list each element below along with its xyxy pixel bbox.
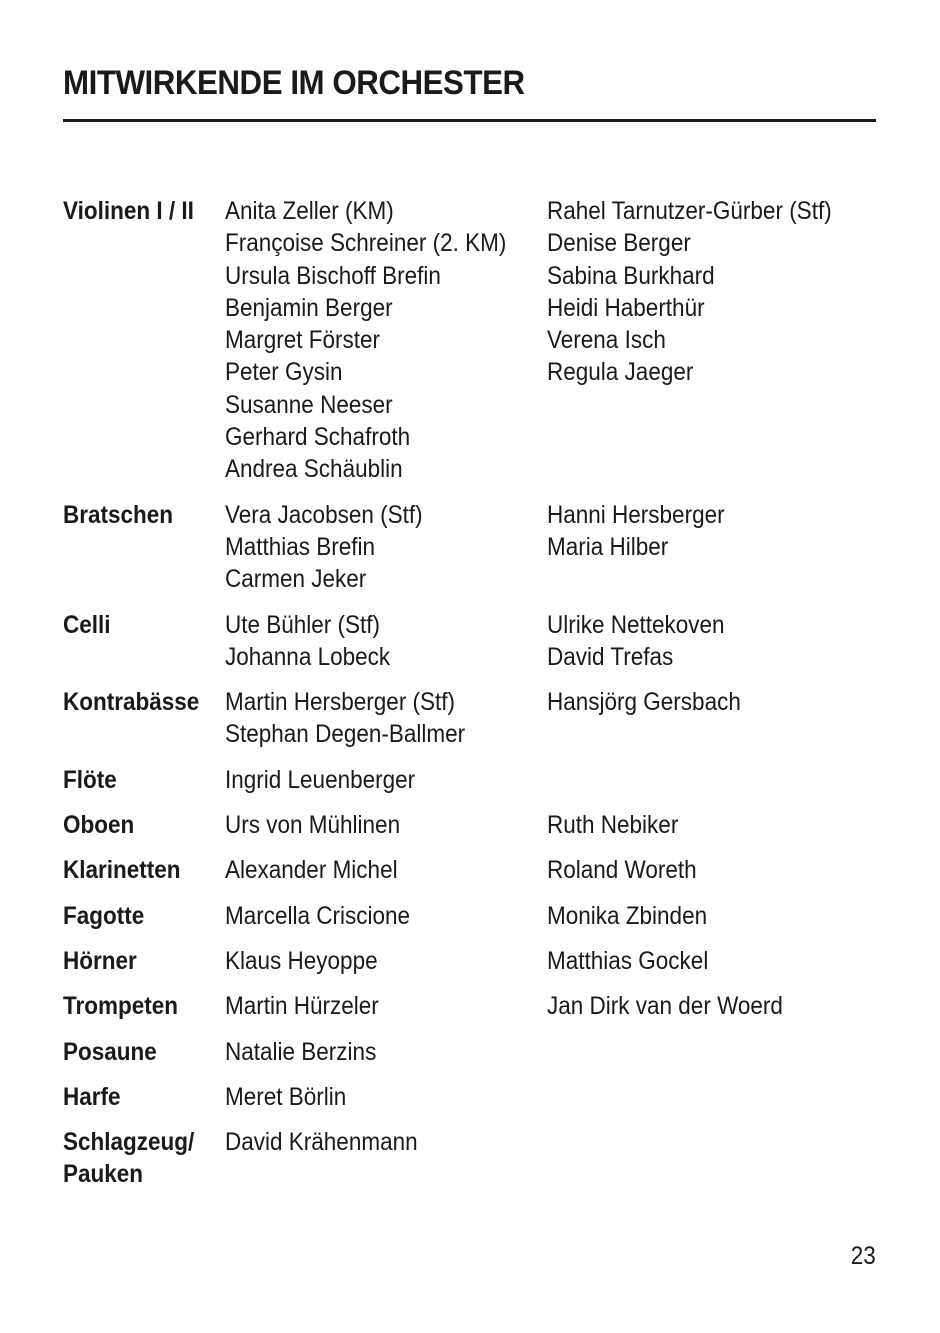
musician-name: Rahel Tarnutzer-Gürber (Stf) bbox=[547, 197, 832, 225]
musician-name: Benjamin Berger bbox=[225, 293, 393, 322]
page-number: 23 bbox=[850, 1242, 876, 1270]
musician-name: Meret Börlin bbox=[225, 1082, 347, 1111]
orchestra-roster bbox=[63, 195, 876, 1204]
musician-name: Regula Jaeger bbox=[547, 358, 694, 387]
musician-name: Susanne Neeser bbox=[225, 390, 393, 419]
names-column-left bbox=[225, 809, 547, 841]
musician-name: Ingrid Leuenberger bbox=[225, 765, 416, 794]
musician-name: Ruth Nebiker bbox=[547, 811, 679, 840]
section-label: Fagotte bbox=[63, 901, 145, 930]
names-column-left bbox=[225, 1036, 547, 1068]
musician-name: Margret Förster bbox=[225, 326, 381, 355]
musician-name: Ute Bühler (Stf) bbox=[225, 610, 381, 639]
section-label: Trompeten bbox=[63, 992, 179, 1021]
names-column-right bbox=[547, 195, 876, 389]
section-label: Violinen I / II bbox=[63, 197, 194, 225]
section-label: Kontrabässe bbox=[63, 688, 200, 717]
section-row bbox=[63, 686, 876, 751]
musician-name: Alexander Michel bbox=[225, 856, 398, 885]
section-label: Celli bbox=[63, 610, 111, 639]
names-column-right bbox=[547, 990, 876, 1022]
section-row bbox=[63, 499, 876, 596]
names-column-right bbox=[547, 686, 876, 718]
names-column-right bbox=[547, 809, 876, 841]
musician-name: Verena Isch bbox=[547, 326, 666, 355]
names-column-left bbox=[225, 1126, 547, 1158]
musician-name: Urs von Mühlinen bbox=[225, 811, 401, 840]
musician-name: Hanni Hersberger bbox=[547, 500, 725, 529]
musician-name: Heidi Haberthür bbox=[547, 293, 705, 322]
musician-name: Stephan Degen-Ballmer bbox=[225, 720, 466, 749]
musician-name: Klaus Heyoppe bbox=[225, 946, 378, 975]
names-column-right bbox=[547, 945, 876, 977]
section-row bbox=[63, 1081, 876, 1113]
musician-name: Denise Berger bbox=[547, 229, 691, 258]
musician-name: David Krähenmann bbox=[225, 1128, 418, 1157]
names-column-left bbox=[225, 686, 547, 751]
musician-name: Jan Dirk van der Woerd bbox=[547, 992, 783, 1021]
section-label: Posaune bbox=[63, 1037, 157, 1066]
section-row bbox=[63, 809, 876, 841]
names-column-left bbox=[225, 900, 547, 932]
names-column-right bbox=[547, 499, 876, 564]
musician-name: Matthias Gockel bbox=[547, 946, 709, 975]
names-column-right bbox=[547, 854, 876, 886]
title-divider bbox=[63, 119, 876, 122]
musician-name: Johanna Lobeck bbox=[225, 642, 391, 671]
musician-name: Martin Hersberger (Stf) bbox=[225, 688, 456, 717]
section-label: Flöte bbox=[63, 765, 117, 794]
section-label: Oboen bbox=[63, 811, 135, 840]
section-row bbox=[63, 764, 876, 796]
names-column-right bbox=[547, 609, 876, 674]
musician-name: Gerhard Schafroth bbox=[225, 423, 411, 452]
names-column-left bbox=[225, 990, 547, 1022]
musician-name: Anita Zeller (KM) bbox=[225, 197, 394, 225]
section-row bbox=[63, 195, 876, 486]
section-row bbox=[63, 945, 876, 977]
musician-name: Maria Hilber bbox=[547, 532, 669, 561]
section-label: Bratschen bbox=[63, 500, 174, 529]
names-column-right bbox=[547, 900, 876, 932]
names-column-left bbox=[225, 195, 547, 486]
musician-name: Sabina Burkhard bbox=[547, 261, 715, 290]
section-label: Schlagzeug/ Pauken bbox=[63, 1128, 195, 1189]
section-label: Harfe bbox=[63, 1082, 121, 1111]
section-row bbox=[63, 990, 876, 1022]
section-row bbox=[63, 900, 876, 932]
musician-name: Andrea Schäublin bbox=[225, 455, 403, 484]
names-column-left bbox=[225, 499, 547, 596]
names-column-left bbox=[225, 609, 547, 674]
musician-name: Natalie Berzins bbox=[225, 1037, 377, 1066]
section-row bbox=[63, 609, 876, 674]
musician-name: Carmen Jeker bbox=[225, 565, 367, 594]
page-title: MITWIRKENDE IM ORCHESTER bbox=[63, 64, 525, 102]
musician-name: Ulrike Nettekoven bbox=[547, 610, 725, 639]
musician-name: Hansjörg Gersbach bbox=[547, 688, 741, 717]
musician-name: David Trefas bbox=[547, 642, 674, 671]
section-label: Hörner bbox=[63, 946, 137, 975]
names-column-left bbox=[225, 854, 547, 886]
musician-name: Martin Hürzeler bbox=[225, 992, 379, 1021]
musician-name: Monika Zbinden bbox=[547, 901, 708, 930]
section-row bbox=[63, 1126, 876, 1191]
names-column-left bbox=[225, 764, 547, 796]
musician-name: Marcella Criscione bbox=[225, 901, 411, 930]
names-column-left bbox=[225, 945, 547, 977]
section-label: Klarinetten bbox=[63, 856, 181, 885]
names-column-left bbox=[225, 1081, 547, 1113]
section-row bbox=[63, 1036, 876, 1068]
musician-name: Peter Gysin bbox=[225, 358, 343, 387]
section-row bbox=[63, 854, 876, 886]
musician-name: Matthias Brefin bbox=[225, 532, 376, 561]
musician-name: Françoise Schreiner (2. KM) bbox=[225, 229, 507, 258]
musician-name: Roland Woreth bbox=[547, 856, 697, 885]
musician-name: Vera Jacobsen (Stf) bbox=[225, 500, 423, 529]
musician-name: Ursula Bischoff Brefin bbox=[225, 261, 441, 290]
